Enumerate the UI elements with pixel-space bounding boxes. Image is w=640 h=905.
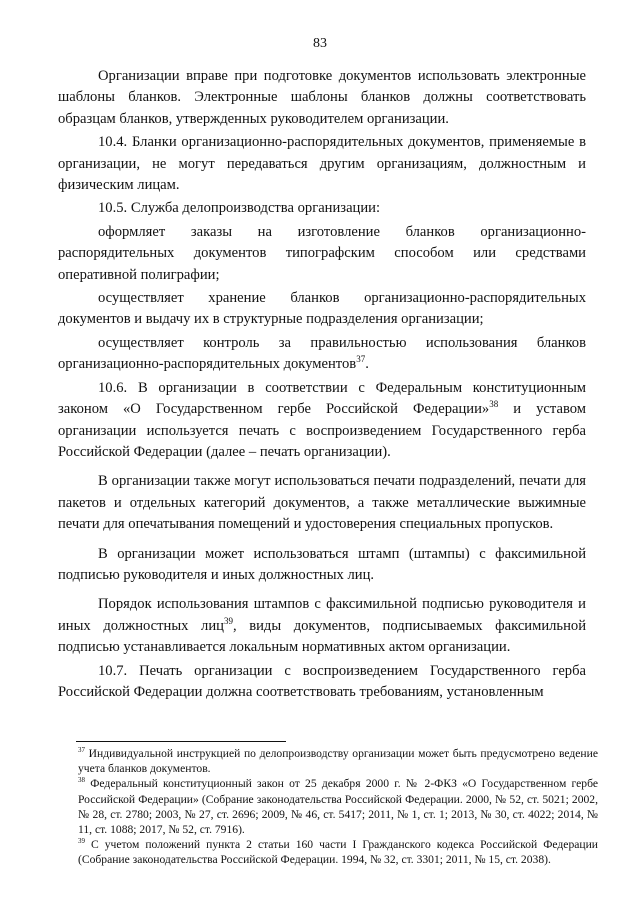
footnote-ref: 38 xyxy=(489,399,499,410)
paragraph: осуществляет контроль за правильностью использования бланков организационно-распорядительных документов$^{37}$. xyxy=(58,334,586,373)
footnotes xyxy=(78,746,598,868)
paragraph: 10.4. Бланки организационно-распорядительных документов, применяемые в организации, не могут передаваться другим организациям, должностным и физическим лицам. xyxy=(58,134,586,194)
main-text xyxy=(58,66,586,705)
paragraph: В организации также могут использоваться печати подразделений, печати для пакетов и отдельных категорий документов, а также металлические выжимные печати для опечатывания помещений и удостоверения специальных пропусков. xyxy=(58,473,586,533)
page-number: 83 xyxy=(313,36,327,51)
paragraph: 10.7. Печать организации с воспроизведением Государственного герба Российской Федерации должна соответствовать требованиям, установленным xyxy=(58,662,586,700)
footnote-ref: 39 xyxy=(223,615,233,626)
paragraph: осуществляет хранение бланков организационно-распорядительных документов и выдачу их в структурные подразделения организации; xyxy=(58,290,586,328)
footnote-ref: 37 xyxy=(356,354,366,365)
paragraph: Организации вправе при подготовке документов использовать электронные шаблоны бланков. Электронные шаблоны бланков должны соответствовать образцам бланков, утвержденных руководителем организации. xyxy=(58,68,586,127)
footnote: $^{37}$ Индивидуальной инструкцией по делопроизводству организации может быть предусмотрено ведение учета бланков документов. xyxy=(78,746,598,776)
paragraph: Порядок использования штампов с факсимильной подписью руководителя и иных должностных лиц$^{39}$, виды документов, подписываемых факсимильной подписью устанавливается локальным нормативных актом организации. xyxy=(58,596,587,656)
footnote-divider xyxy=(76,741,286,742)
paragraph: В организации может использоваться штамп (штампы) с факсимильной подписью руководителя и иных должностных лиц. xyxy=(58,545,586,583)
footnote: $^{39}$ С учетом положений пункта 2 статьи 160 части I Гражданского кодекса Российской Федерации (Собрание законодательства Российской Федерации. 1994, № 32, ст. 3301; 2011, № 15, ст. 2038). xyxy=(78,837,598,867)
paragraph: оформляет заказы на изготовление бланков организационно-распорядительных документов типографским способом или средствами оперативной полиграфии; xyxy=(58,223,586,283)
footnote: $^{38}$ Федеральный конституционный закон от 25 декабря 2000 г. № 2-ФКЗ «О Государственном гербе Российской Федерации» (Собрание законодательства Российской Федерации. 2000, № 52, ст. 5021; 2002, № 28, ст. 2780; 2003, № 27, ст. 2696; 2009, № 46, ст. 5417; 2011, № 1, ст. 1; 2013, № 30, ст. 4022; 2014, № 11, ст. 1088; 2017, № 52, ст. 7916). xyxy=(78,776,598,837)
paragraph: 10.5. Служба делопроизводства организации: xyxy=(98,200,381,217)
paragraph: 10.6. В организации в соответствии с Федеральным конституционным законом «О Государственном гербе Российской Федерации»$^{38}$ и уставом организации используется печать с воспроизведением Государственного герба Российской Федерации (далее – печать организации). xyxy=(58,379,586,460)
